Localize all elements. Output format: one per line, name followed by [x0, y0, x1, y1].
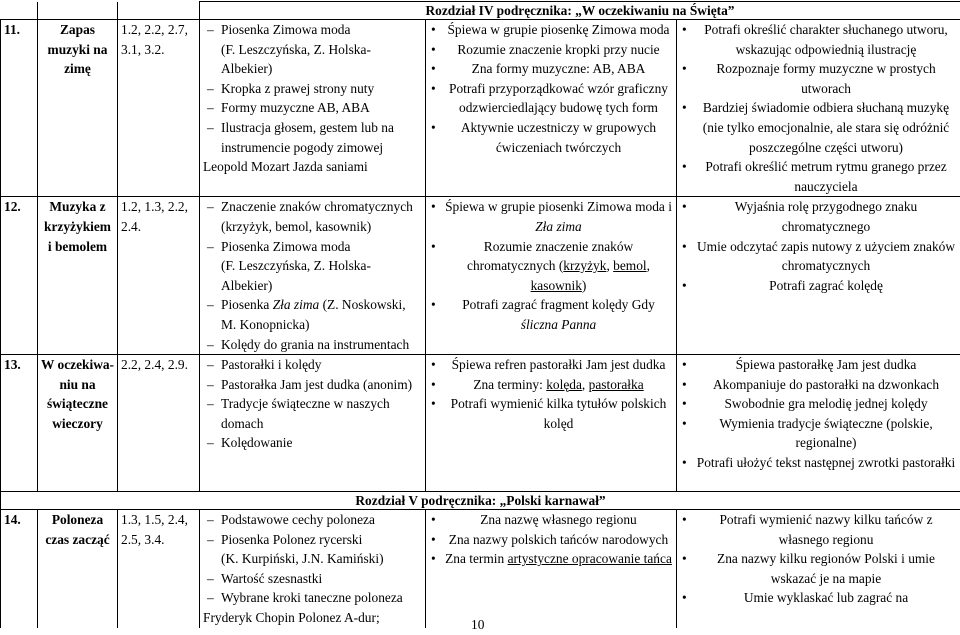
section-title: Rozdział V podręcznika: „Polski karnawał”	[1, 492, 960, 510]
content-item: – Podstawowe cechy poloneza	[203, 510, 422, 530]
content-item: (K. Kurpiński, J.N. Kamiński)	[221, 551, 384, 567]
lesson-number: 13.	[1, 355, 38, 492]
lesson-topic: Poloneza czas zacząć	[38, 510, 118, 628]
lesson-row-14	[1, 510, 960, 628]
content-item: (F. Leszczyńska, Z. Holska-	[221, 258, 371, 274]
content-item: (F. Leszczyńska, Z. Holska-	[221, 41, 371, 57]
content-item: – Piosenka Zimowa moda	[203, 237, 422, 257]
requirement-item: • Umie wyklaskać lub zagrać na	[680, 588, 957, 608]
requirement-item: • Śpiewa w grupie piosenki Zimowa moda i Zła zima	[429, 197, 673, 236]
requirement-item: • Potrafi ułożyć tekst następnej zwrotki pastorałki	[680, 453, 957, 473]
lesson-number: 14.	[1, 510, 38, 628]
content-item: – Znaczenie znaków chromatycznych (krzyżyk, bemol, kasownik)	[203, 197, 422, 236]
content-item: – Wybrane kroki taneczne poloneza	[203, 588, 422, 608]
basic-requirements	[426, 197, 677, 355]
requirement-item: • Zna formy muzyczne: AB, ABA	[429, 59, 673, 79]
requirement-item: • Rozumie znaczenie kropki przy nucie	[429, 40, 673, 60]
requirement-item: • Potrafi określić metrum rytmu granego przez nauczyciela	[680, 157, 957, 196]
extended-requirements	[677, 510, 960, 628]
content-item: – Pastorałka Jam jest dudka (anonim)	[203, 375, 422, 395]
requirement-item: • Potrafi wymienić nazwy kilku tańców z własnego regionu	[680, 510, 957, 549]
content-item: – Kropka z prawej strony nuty	[203, 79, 422, 99]
content-item: – Kolędowanie	[203, 433, 422, 453]
lesson-topic: W oczekiwa-niu na świąteczne wieczory	[38, 355, 118, 492]
requirement-item: • Potrafi określić charakter słuchanego utworu, wskazując odpowiednią ilustrację	[680, 20, 957, 59]
requirement-item: • Potrafi zagrać kolędę	[680, 276, 957, 296]
content-item: – Piosenka Zła zima (Z. Noskowski,	[203, 295, 422, 315]
curriculum-refs: 2.2, 2.4, 2.9.	[118, 355, 200, 492]
section-title: Rozdział IV podręcznika: „W oczekiwaniu na Święta”	[200, 2, 960, 20]
content-item: – Pastorałki i kolędy	[203, 355, 422, 375]
lesson-number: 12.	[1, 197, 38, 355]
requirement-item: • Swobodnie gra melodię jednej kolędy	[680, 394, 957, 414]
requirement-item: • Rozpoznaje formy muzyczne w prostych utworach	[680, 59, 957, 98]
requirement-item: • Wyjaśnia rolę przygodnego znaku chromatycznego	[680, 197, 957, 236]
lesson-content	[200, 197, 426, 355]
content-item: – Formy muzyczne AB, ABA	[203, 98, 422, 118]
requirement-item: • Bardziej świadomie odbiera słuchaną muzykę (nie tylko emocjonalnie, ale stara się odróżnić poszczególne części utworu)	[680, 98, 957, 157]
content-item: – Kolędy do grania na instrumentach	[203, 335, 422, 355]
section-header-4	[1, 2, 960, 20]
content-item: Fryderyk Chopin Polonez A-dur;	[203, 610, 380, 626]
requirement-item: • Potrafi wymienić kilka tytułów polskich kolęd	[429, 394, 673, 433]
content-item: Albekier)	[221, 277, 273, 293]
basic-requirements	[426, 20, 677, 197]
requirement-item: • Zna termin artystyczne opracowanie tańca	[429, 549, 673, 569]
lesson-content	[200, 20, 426, 197]
requirement-item: • Zna nazwę własnego regionu	[429, 510, 673, 530]
requirement-item: • Umie odczytać zapis nutowy z użyciem znaków chromatycznych	[680, 237, 957, 276]
lesson-row-12	[1, 197, 960, 355]
lesson-row-11	[1, 20, 960, 197]
lesson-topic: Muzyka z krzyżykiem i bemolem	[38, 197, 118, 355]
content-item: – Ilustracja głosem, gestem lub na instrumencie pogody zimowej	[203, 118, 422, 157]
lesson-content	[200, 355, 426, 492]
lesson-content	[200, 510, 426, 628]
lesson-topic: Zapas muzyki na zimę	[38, 20, 118, 197]
lesson-plan-table	[0, 1, 960, 628]
requirement-item: • Zna nazwy polskich tańców narodowych	[429, 530, 673, 550]
content-item: – Piosenka Zimowa moda	[203, 20, 422, 40]
curriculum-refs: 1.2, 1.3, 2.2, 2.4.	[118, 197, 200, 355]
section-header-5	[1, 492, 960, 510]
requirement-item: • Potrafi przyporządkować wzór graficzny odzwierciedlający budowę tych form	[429, 79, 673, 118]
page-number: 10	[471, 617, 485, 632]
requirement-item: • Śpiewa w grupie piosenkę Zimowa moda	[429, 20, 673, 40]
lesson-row-13	[1, 355, 960, 492]
requirement-item: • Wymienia tradycje świąteczne (polskie, regionalne)	[680, 414, 957, 453]
basic-requirements	[426, 510, 677, 628]
content-item: – Wartość szesnastki	[203, 569, 422, 589]
content-item: – Tradycje świąteczne w naszych domach	[203, 394, 422, 433]
requirement-item: • Śpiewa pastorałkę Jam jest dudka	[680, 355, 957, 375]
content-item: – Piosenka Polonez rycerski	[203, 530, 422, 550]
lesson-number: 11.	[1, 20, 38, 197]
extended-requirements	[677, 20, 960, 197]
content-item: Leopold Mozart Jazda saniami	[203, 159, 368, 175]
requirement-item: • Śpiewa refren pastorałki Jam jest dudka	[429, 355, 673, 375]
requirement-item: • Zna terminy: kolęda, pastorałka	[429, 375, 673, 395]
requirement-item: • Akompaniuje do pastorałki na dzwonkach	[680, 375, 957, 395]
curriculum-refs: 1.3, 1.5, 2.4, 2.5, 3.4.	[118, 510, 200, 628]
basic-requirements	[426, 355, 677, 492]
content-item: M. Konopnicka)	[221, 316, 310, 332]
requirement-item: • Zna nazwy kilku regionów Polski i umie wskazać je na mapie	[680, 549, 957, 588]
content-item: Albekier)	[221, 61, 273, 77]
requirement-item: • Potrafi zagrać fragment kolędy Gdy śliczna Panna	[429, 295, 673, 334]
extended-requirements	[677, 197, 960, 355]
curriculum-refs: 1.2, 2.2, 2.7, 3.1, 3.2.	[118, 20, 200, 197]
requirement-item: • Rozumie znaczenie znaków chromatycznych (krzyżyk, bemol, kasownik)	[429, 237, 673, 296]
extended-requirements	[677, 355, 960, 492]
requirement-item: • Aktywnie uczestniczy w grupowych ćwiczeniach twórczych	[429, 118, 673, 157]
